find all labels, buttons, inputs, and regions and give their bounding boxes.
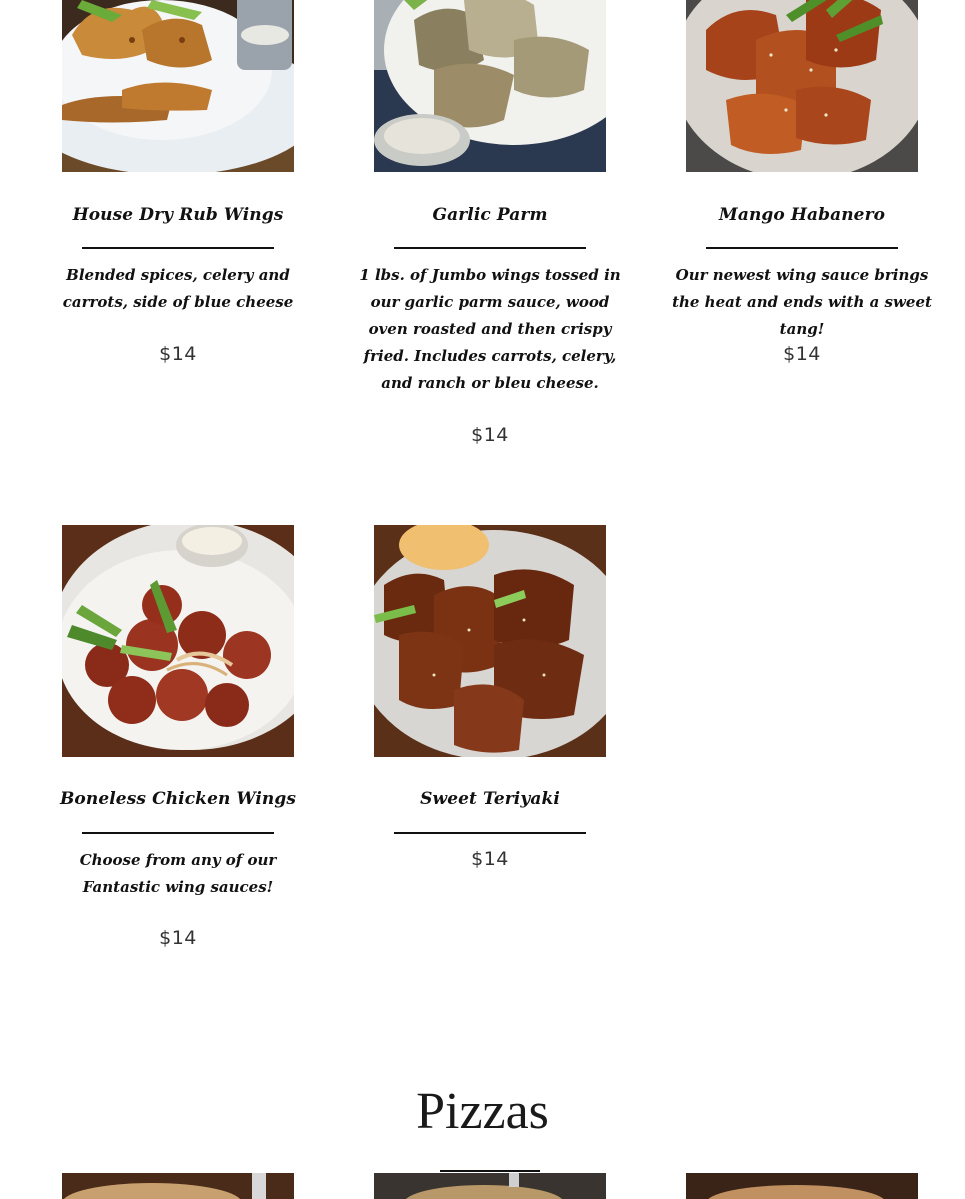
title-divider xyxy=(706,247,898,249)
item-title: Garlic Parm xyxy=(432,205,548,225)
title-divider xyxy=(82,832,274,834)
item-price: $14 xyxy=(471,424,509,446)
pizza-photo-3[interactable] xyxy=(686,1173,918,1199)
item-price: $14 xyxy=(159,343,197,365)
pizza-photo-1[interactable] xyxy=(62,1173,294,1199)
item-title: Boneless Chicken Wings xyxy=(59,789,297,809)
item-description: Blended spices, celery and carrots, side of blue cheese xyxy=(62,266,294,311)
item-title: Sweet Teriyaki xyxy=(420,789,560,809)
item-description: 1 lbs. of Jumbo wings tossed in our garlic parm sauce, wood oven roasted and then crispy fried. Includes carrots, celery, and ranch or bleu cheese. xyxy=(359,266,621,392)
title-divider xyxy=(394,247,586,249)
item-title: House Dry Rub Wings xyxy=(72,205,284,225)
item-description: Choose from any of our Fantastic wing sauces! xyxy=(79,851,277,896)
section-title-pizzas: Pizzas xyxy=(416,1083,549,1140)
item-price: $14 xyxy=(471,848,509,870)
boneless-wings-photo[interactable] xyxy=(62,525,294,757)
title-divider xyxy=(82,247,274,249)
item-price: $14 xyxy=(159,927,197,949)
item-description: Our newest wing sauce brings the heat and ends with a sweet tang! xyxy=(672,266,932,338)
item-price: $14 xyxy=(783,343,821,365)
item-title: Mango Habanero xyxy=(718,205,886,225)
title-divider xyxy=(394,832,586,834)
section-divider xyxy=(440,1170,540,1172)
dry-rub-wings-photo[interactable] xyxy=(62,0,294,172)
pizza-photo-2[interactable] xyxy=(374,1173,606,1199)
garlic-parm-wings-photo[interactable] xyxy=(374,0,606,172)
teriyaki-wings-photo[interactable] xyxy=(374,525,606,757)
mango-habanero-wings-photo[interactable] xyxy=(686,0,918,172)
